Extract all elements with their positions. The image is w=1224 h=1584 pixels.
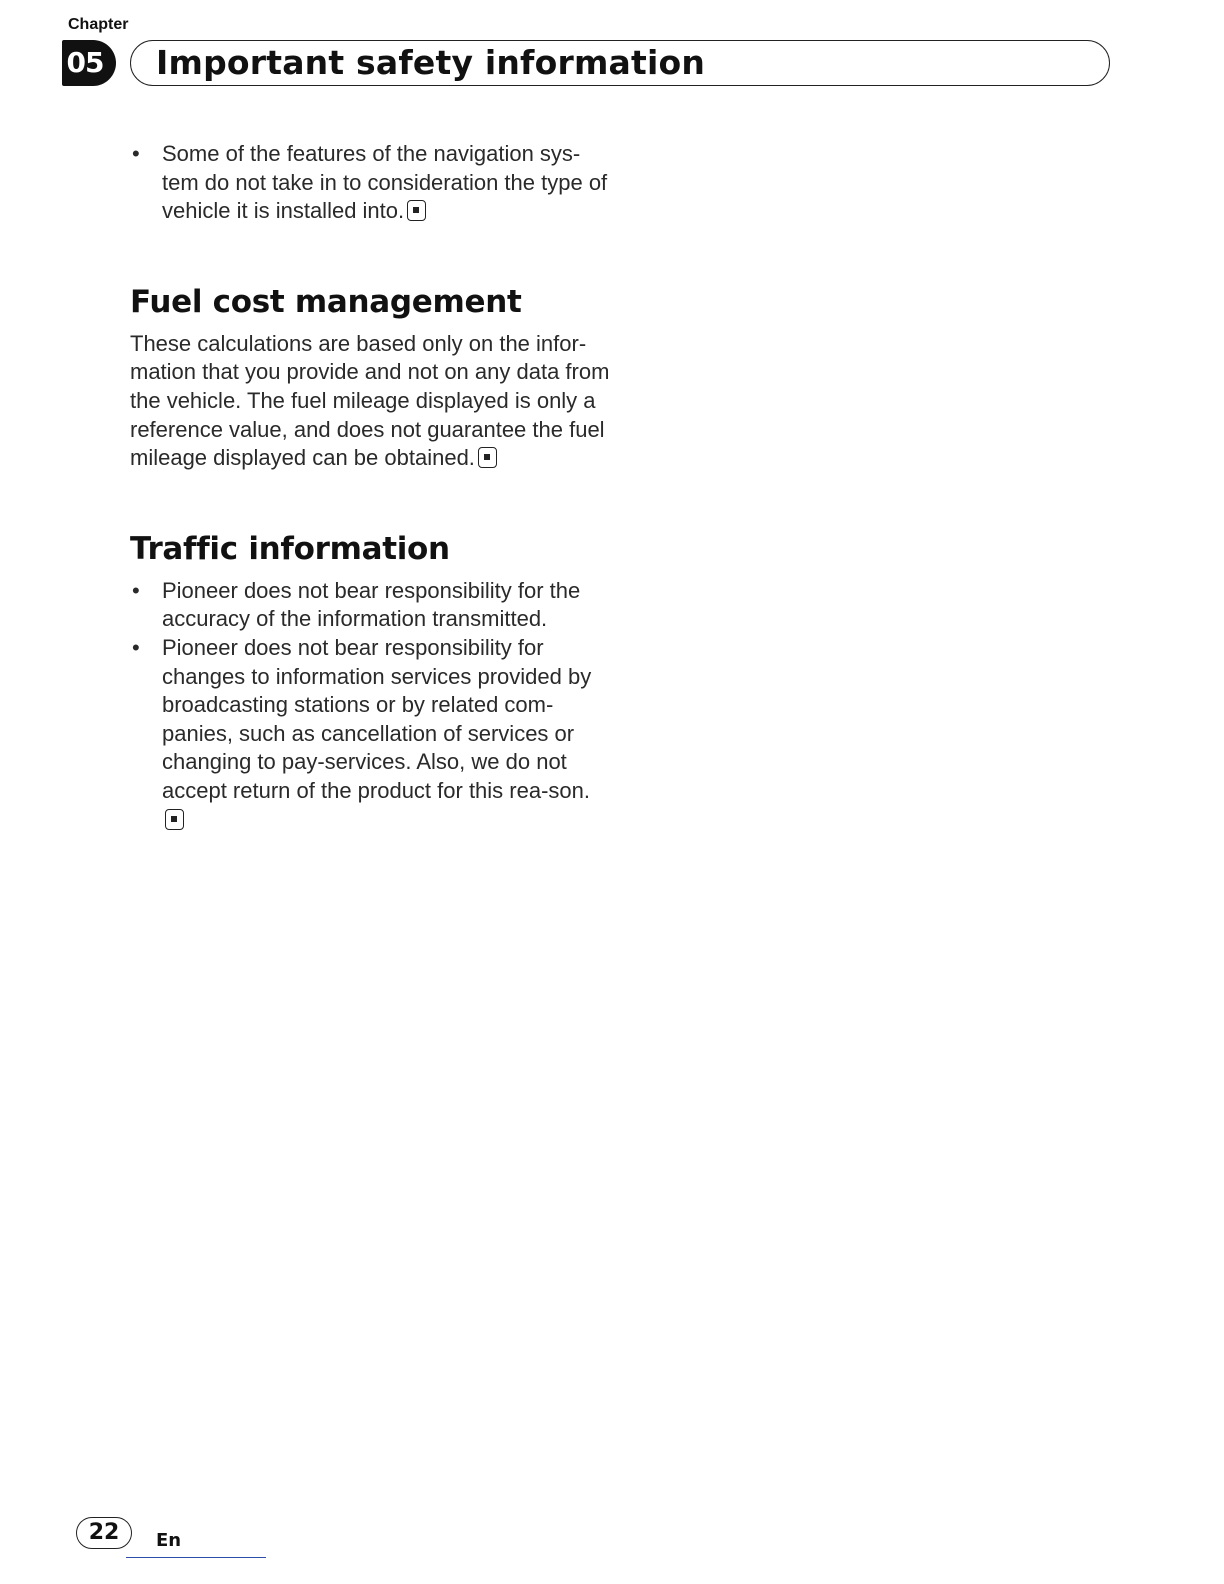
end-of-section-icon — [478, 447, 497, 468]
section-heading-traffic: Traffic information — [130, 530, 450, 567]
language-code: En — [156, 1530, 182, 1551]
fuel-cost-text: These calculations are based only on the infor-mation that you provide and not on any data from the vehicle. The fuel mileage displayed is only a reference value, and does not guarantee the fuel mileage displayed can be obtained. — [130, 330, 610, 471]
chapter-number-badge: 05 — [62, 40, 116, 86]
traffic-bullet-list — [130, 577, 610, 834]
list-item — [130, 577, 610, 634]
section-heading-fuel: Fuel cost management — [130, 283, 522, 320]
bullet-icon: • — [132, 634, 140, 660]
bullet-icon: • — [132, 577, 140, 603]
list-item — [130, 140, 610, 226]
intro-bullet-text: Some of the features of the navigation sys-tem do not take in to consideration the type of vehicle it is installed into. — [162, 141, 608, 224]
page-number: 22 — [76, 1517, 132, 1549]
footer-divider — [126, 1557, 266, 1558]
chapter-title: Important safety information — [156, 43, 706, 82]
fuel-cost-paragraph — [130, 330, 610, 473]
end-of-section-icon — [407, 200, 426, 221]
bullet-icon: • — [132, 141, 140, 166]
chapter-label: Chapter — [68, 16, 129, 33]
end-of-section-icon — [165, 809, 184, 830]
fuel-cost-section — [130, 284, 610, 473]
traffic-bullet-text: Pioneer does not bear responsibility for the accuracy of the information transmitted. — [162, 577, 581, 632]
traffic-section — [130, 531, 610, 834]
list-item — [130, 634, 610, 834]
page-content — [130, 140, 610, 834]
traffic-bullet-text: Pioneer does not bear responsibility for changes to information services provided by broadcasting stations or by related com-panies, such as cancellation of services or changing to pay-services. Also, we do not accept return of the product for this rea-son. — [162, 634, 592, 803]
intro-bullet-list — [130, 140, 610, 226]
